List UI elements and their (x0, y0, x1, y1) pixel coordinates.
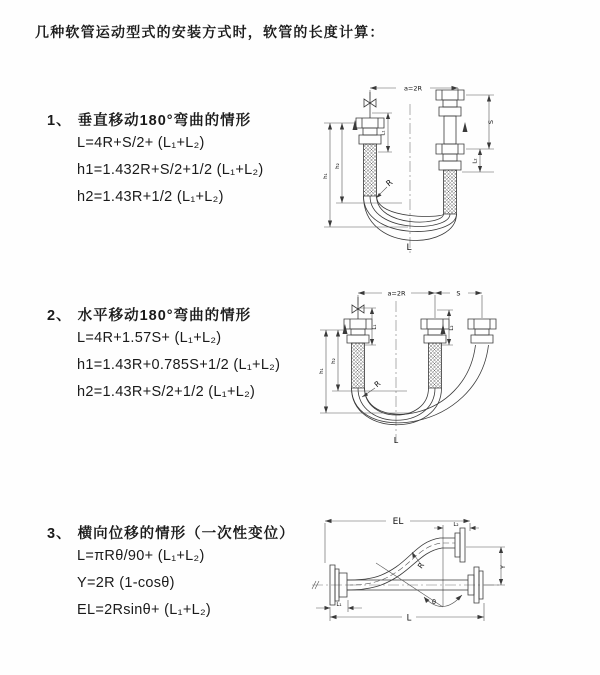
dim-label-theta: θ (432, 598, 436, 606)
dimension-l1 (316, 600, 362, 612)
dim-label-r: R (372, 378, 383, 390)
section-horizontal-bend (47, 304, 280, 406)
diagram-vertical-180-bend (312, 76, 600, 258)
dimension-a2r (370, 85, 458, 100)
section-number: 2、 (47, 308, 72, 324)
dim-label-s: S (456, 289, 461, 298)
formula-line: L=πRθ/90+ (L₁+L₂) (77, 548, 205, 564)
section-heading (47, 522, 295, 543)
dim-label-s: S (487, 119, 495, 125)
dimension-el (325, 517, 470, 563)
formula-line: Y=2R (1-cosθ) (77, 575, 175, 591)
dim-label-h2: h₂ (331, 358, 337, 364)
dim-label-h2: h₂ (335, 163, 341, 169)
dim-label-h1: h₁ (319, 368, 325, 374)
valve-icon (364, 92, 376, 118)
radius-callout (376, 178, 395, 198)
dimension-l2 (473, 149, 483, 172)
dimension-h1 (319, 330, 412, 413)
dim-label-r: R (384, 177, 395, 189)
dim-label-h1: h₁ (323, 173, 329, 179)
formula-line: L=4R+1.57S+ (L₁+L₂) (77, 330, 222, 346)
dim-label-l: L (393, 436, 399, 445)
dimension-a2r (358, 290, 435, 318)
section-lateral-displacement (47, 522, 295, 624)
left-hose-fitting (356, 118, 384, 196)
dim-label-l: L (406, 243, 412, 253)
middle-hose-fitting (421, 319, 449, 388)
dimension-l2 (434, 522, 479, 607)
formula-line: L=4R+S/2+ (L₁+L₂) (77, 135, 205, 151)
section-number: 1、 (47, 113, 72, 129)
right-hose-fitting (468, 319, 496, 343)
dim-label-l1: L₁ (380, 130, 387, 136)
diagram-horizontal-180-bend (312, 283, 600, 453)
section-vertical-bend (47, 109, 264, 211)
diagram-lateral-displacement (308, 505, 600, 637)
dim-label-y: Y (499, 565, 507, 569)
dim-label-l: L (406, 613, 412, 624)
dim-label-l2: L₂ (449, 325, 455, 331)
formula-line: h1=1.432R+S/2+1/2 (L₁+L₂) (77, 162, 264, 178)
dim-label-el: EL (392, 517, 404, 527)
section-title: 垂直移动180°弯曲的情形 (77, 113, 252, 129)
dim-label-l2: L₂ (453, 522, 459, 528)
formula-line: h1=1.43R+0.785S+1/2 (L₁+L₂) (77, 357, 281, 373)
dimension-y (466, 547, 507, 585)
dim-label-l1: L₁ (372, 324, 378, 330)
section-number: 3、 (47, 526, 72, 542)
dimension-s (435, 290, 482, 318)
left-hose-fitting (344, 319, 372, 388)
formula-line: h2=1.43R+1/2 (L₁+L₂) (77, 189, 224, 205)
up-arrow-icon (353, 120, 358, 130)
formula-line: EL=2Rsinθ+ (L₁+L₂) (77, 602, 212, 618)
section-heading (47, 109, 264, 130)
section-title: 水平移动180°弯曲的情形 (77, 308, 252, 324)
dimension-s (462, 95, 495, 172)
right-hose-fitting (436, 90, 464, 214)
page-title: 几种软管运动型式的安装方式时，软管的长度计算： (35, 24, 385, 40)
formula-line: h2=1.43R+S/2+1/2 (L₁+L₂) (77, 384, 256, 400)
displaced-hose (347, 528, 465, 590)
dim-label-l2: L₂ (472, 158, 479, 164)
radius-callout (362, 379, 382, 397)
section-title: 横向位移的情形（一次性变位） (77, 526, 295, 542)
dim-label-a2r: a=2R (387, 289, 406, 298)
dim-label-r: R (415, 560, 427, 571)
dim-label-l1: L₁ (336, 602, 342, 608)
up-arrow-icon (463, 122, 468, 132)
dim-label-a2r: a=2R (403, 84, 423, 93)
radius-callout (412, 552, 426, 570)
section-heading (47, 304, 280, 325)
